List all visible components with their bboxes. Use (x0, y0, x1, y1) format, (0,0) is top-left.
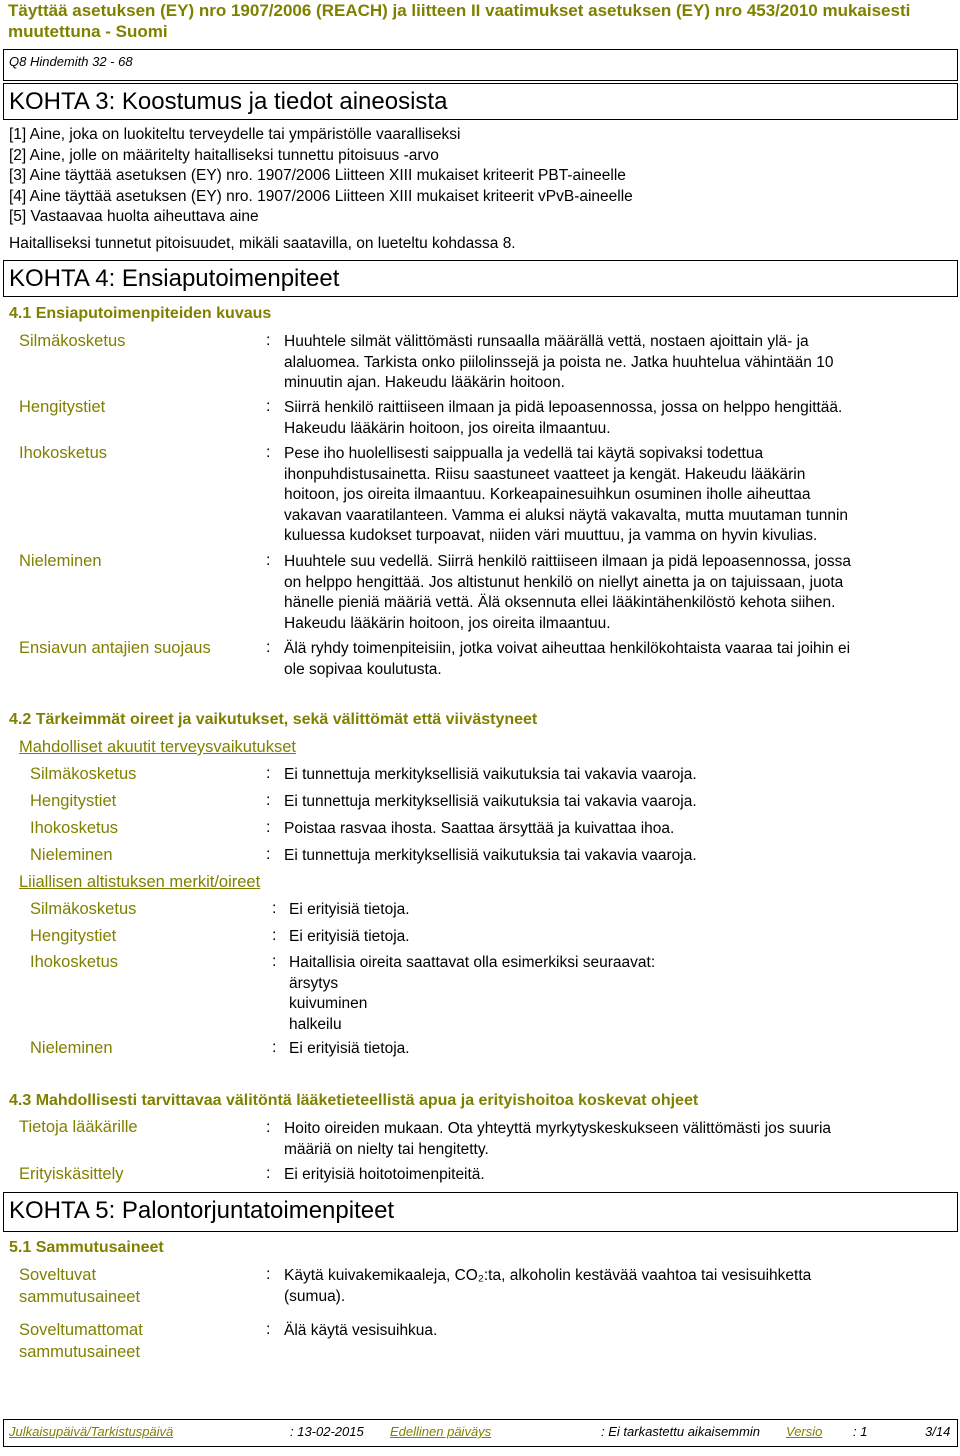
section4-title: KOHTA 4: Ensiaputoimenpiteet (9, 265, 340, 292)
label-ingestion: Nieleminen (19, 552, 102, 570)
value-line: Siirrä henkilö raittiiseen ilmaan ja pidä lepoasennossa, jossa on helppo hengittää. (284, 399, 843, 416)
overexposure-heading: Liiallisen altistuksen merkit/oireet (19, 873, 261, 891)
colon: : (266, 765, 271, 782)
colon: : (266, 398, 271, 415)
value-line: (sumua). (284, 1287, 346, 1305)
colon: : (266, 1321, 271, 1338)
note: [2] Aine, jolle on määritelty haitalliseksi tunnettu pitoisuus -arvo (9, 146, 439, 164)
colon: : (266, 332, 271, 349)
value-over-inhalation: Ei erityisiä tietoja. (289, 928, 410, 945)
footer-page-number: 3/14 (925, 1424, 951, 1439)
section5-title: KOHTA 5: Palontorjuntatoimenpiteet (9, 1197, 395, 1224)
value-line: Älä ryhdy toimenpiteisiin, jotka voivat aiheuttaa henkilökohtaista vaaraa tai joihin ei (284, 640, 851, 657)
colon: : (266, 552, 271, 569)
value-skin-contact (284, 444, 848, 547)
colon: : (266, 792, 271, 809)
footer-issue-label: Julkaisupäivä/Tarkistuspäivä (9, 1424, 174, 1439)
note: [4] Aine täyttää asetuksen (EY) nro. 1907/2006 Liitteen XIII mukaiset kriteerit vPvB-aineelle (9, 187, 633, 205)
value-eye-contact (284, 332, 833, 394)
label-over-inhalation: Hengitystiet (30, 927, 117, 945)
value-line: hoitoon, jos oireita ilmaantuu. Korkeapainesuihkun osuminen iholle aiheuttaa (284, 486, 811, 503)
product-box (3, 49, 958, 81)
value-over-eye: Ei erityisiä tietoja. (289, 901, 410, 918)
label-acute-eye: Silmäkosketus (30, 765, 137, 783)
acute-effects-heading: Mahdolliset akuutit terveysvaikutukset (19, 738, 296, 756)
footer-version-label: Versio (786, 1424, 823, 1439)
colon: : (266, 819, 271, 836)
header-title-line2: muutettuna - Suomi (8, 22, 168, 41)
subsection-5-1: 5.1 Sammutusaineet (9, 1239, 164, 1256)
subsection-4-3: 4.3 Mahdollisesti tarvittavaa välitöntä lääketieteellistä apua ja erityishoitoa koskevat ohjeet (9, 1092, 699, 1109)
label-acute-inhalation: Hengitystiet (30, 792, 117, 810)
value-acute-eye: Ei tunnettuja merkityksellisiä vaikutuksia tai vakavia vaaroja. (284, 766, 697, 783)
value-line: Pese iho huolellisesti saippualla ja vedellä tai käytä sopivaksi todettua (284, 445, 764, 462)
value-line: Käytä kuivakemikaaleja, CO₂:ta, alkoholin kestävää vaahtoa tai vesisuihketta (284, 1267, 812, 1284)
label-line: sammutusaineet (19, 1287, 141, 1306)
header-title-line1: Täyttää asetuksen (EY) nro 1907/2006 (REACH) ja liitteen II vaatimukset asetuksen (EY) nro 453/2010 mukaisesti (8, 1, 911, 20)
value-acute-inhalation: Ei tunnettuja merkityksellisiä vaikutuksia tai vakavia vaaroja. (284, 793, 697, 810)
colon: : (266, 444, 271, 461)
value-line: halkeilu (289, 1015, 342, 1033)
value-line: ole sopivaa koulutusta. (284, 660, 442, 678)
label-skin-contact: Ihokosketus (19, 444, 108, 462)
label-over-skin: Ihokosketus (30, 953, 119, 971)
value-line: hänelle pieniä määriä vettä. Älä oksennuta ellei lääkintähenkilöstö kehota siihen. (284, 594, 836, 611)
colon: : (266, 1165, 271, 1182)
label-eye-contact: Silmäkosketus (19, 332, 126, 350)
value-ingestion (284, 552, 851, 634)
colon: : (272, 927, 277, 944)
product-name: Q8 Hindemith 32 - 68 (9, 54, 133, 69)
label-line: Soveltumattomat (19, 1321, 143, 1339)
colon: : (266, 639, 271, 656)
value-inhalation (284, 398, 842, 439)
colon: : (272, 1039, 277, 1056)
subsection-4-2: 4.2 Tärkeimmät oireet ja vaikutukset, sekä välittömät että viivästyneet (9, 711, 538, 728)
value-line: Hakeudu lääkärin hoitoon, jos oireita ilmaantuu. (284, 614, 611, 632)
footer-previous-label: Edellinen päiväys (390, 1424, 492, 1439)
label-physician-notes: Tietoja lääkärille (19, 1118, 138, 1136)
label-unsuitable-media (19, 1320, 143, 1363)
colon: : (266, 846, 271, 863)
section3-notes (9, 125, 633, 228)
value-unsuitable-media: Älä käytä vesisuihkua. (284, 1322, 438, 1339)
label-suitable-media (19, 1265, 140, 1308)
value-line: alaluomea. Tarkista onko piilolinssejä ja poista ne. Jatka huuhtelua vähintään 10 (284, 353, 834, 371)
value-line: ärsytys (289, 974, 339, 992)
value-line: Haitallisia oireita saattavat olla esimerkiksi seuraavat: (289, 954, 656, 971)
label-acute-skin: Ihokosketus (30, 819, 119, 837)
value-first-aider-protection (284, 639, 850, 680)
footer-version-value: : 1 (853, 1424, 868, 1439)
value-line: Huuhtele silmät välittömästi runsaalla määrällä vettä, nostaen ajoittain ylä- ja (284, 333, 809, 350)
value-line: määriä on nielty tai hengitetty. (284, 1140, 489, 1158)
value-over-ingestion: Ei erityisiä tietoja. (289, 1040, 410, 1057)
value-over-skin (289, 953, 655, 1035)
subsection-4-1: 4.1 Ensiaputoimenpiteiden kuvaus (9, 305, 272, 322)
value-line: Hoito oireiden mukaan. Ota yhteyttä myrkytyskeskukseen välittömästi jos suuria (284, 1120, 832, 1137)
label-inhalation: Hengitystiet (19, 398, 106, 416)
colon: : (272, 900, 277, 917)
value-suitable-media (284, 1266, 811, 1307)
label-specific-treatment: Erityiskäsittely (19, 1165, 124, 1183)
footer-previous-value: : Ei tarkastettu aikaisemmin (601, 1424, 760, 1439)
label-over-eye: Silmäkosketus (30, 900, 137, 918)
value-acute-skin: Poistaa rasvaa ihosta. Saattaa ärsyttää ja kuivattaa ihoa. (284, 820, 675, 837)
value-acute-ingestion: Ei tunnettuja merkityksellisiä vaikutuksia tai vakavia vaaroja. (284, 847, 697, 864)
footer-issue-value: : 13-02-2015 (290, 1424, 364, 1439)
value-line: kuluessa kudokset turpoavat, niiden väri muuttuu, ja vamma on hyvin kivulias. (284, 527, 818, 544)
value-line: Hakeudu lääkärin hoitoon, jos oireita ilmaantuu. (284, 419, 611, 437)
note: [3] Aine täyttää asetuksen (EY) nro. 1907/2006 Liitteen XIII mukaiset kriteerit PBT-aineelle (9, 167, 626, 184)
value-line: ihonpuhdistusainetta. Riisu saastuneet vaatteet ja kengät. Hakeudu lääkärin (284, 465, 806, 483)
section3-title: KOHTA 3: Koostumus ja tiedot aineosista (9, 88, 448, 115)
label-over-ingestion: Nieleminen (30, 1039, 113, 1057)
value-line: minuutin ajan. Hakeudu lääkärin hoitoon. (284, 374, 565, 391)
label-line: Soveltuvat (19, 1266, 97, 1284)
label-first-aider-protection: Ensiavun antajien suojaus (19, 639, 211, 657)
value-line: Huuhtele suu vedellä. Siirrä henkilö raittiiseen ilmaan ja pidä lepoasennossa, jossa (284, 553, 851, 570)
note: [1] Aine, joka on luokiteltu terveydelle tai ympäristölle vaaralliseksi (9, 126, 461, 143)
colon: : (266, 1119, 271, 1136)
value-physician-notes (284, 1119, 831, 1160)
value-line: on helppo hengittää. Jos altistunut henkilö on niellyt ainetta ja on tajuissaan, juota (284, 573, 844, 591)
value-specific-treatment: Ei erityisiä hoitotoimenpiteitä. (284, 1166, 485, 1183)
colon: : (272, 953, 277, 970)
note: [5] Vastaavaa huolta aiheuttava aine (9, 208, 259, 225)
colon: : (266, 1266, 271, 1283)
section3-remark: Haitalliseksi tunnetut pitoisuudet, mikäli saatavilla, on lueteltu kohdassa 8. (9, 235, 516, 252)
label-line: sammutusaineet (19, 1342, 141, 1361)
value-line: kuivuminen (289, 995, 368, 1012)
label-acute-ingestion: Nieleminen (30, 846, 113, 864)
value-line: vakavan vaaratilanteen. Vamma ei aluksi näytä vakavalta, mutta muutaman tunnin (284, 506, 849, 524)
document-header (8, 0, 958, 42)
